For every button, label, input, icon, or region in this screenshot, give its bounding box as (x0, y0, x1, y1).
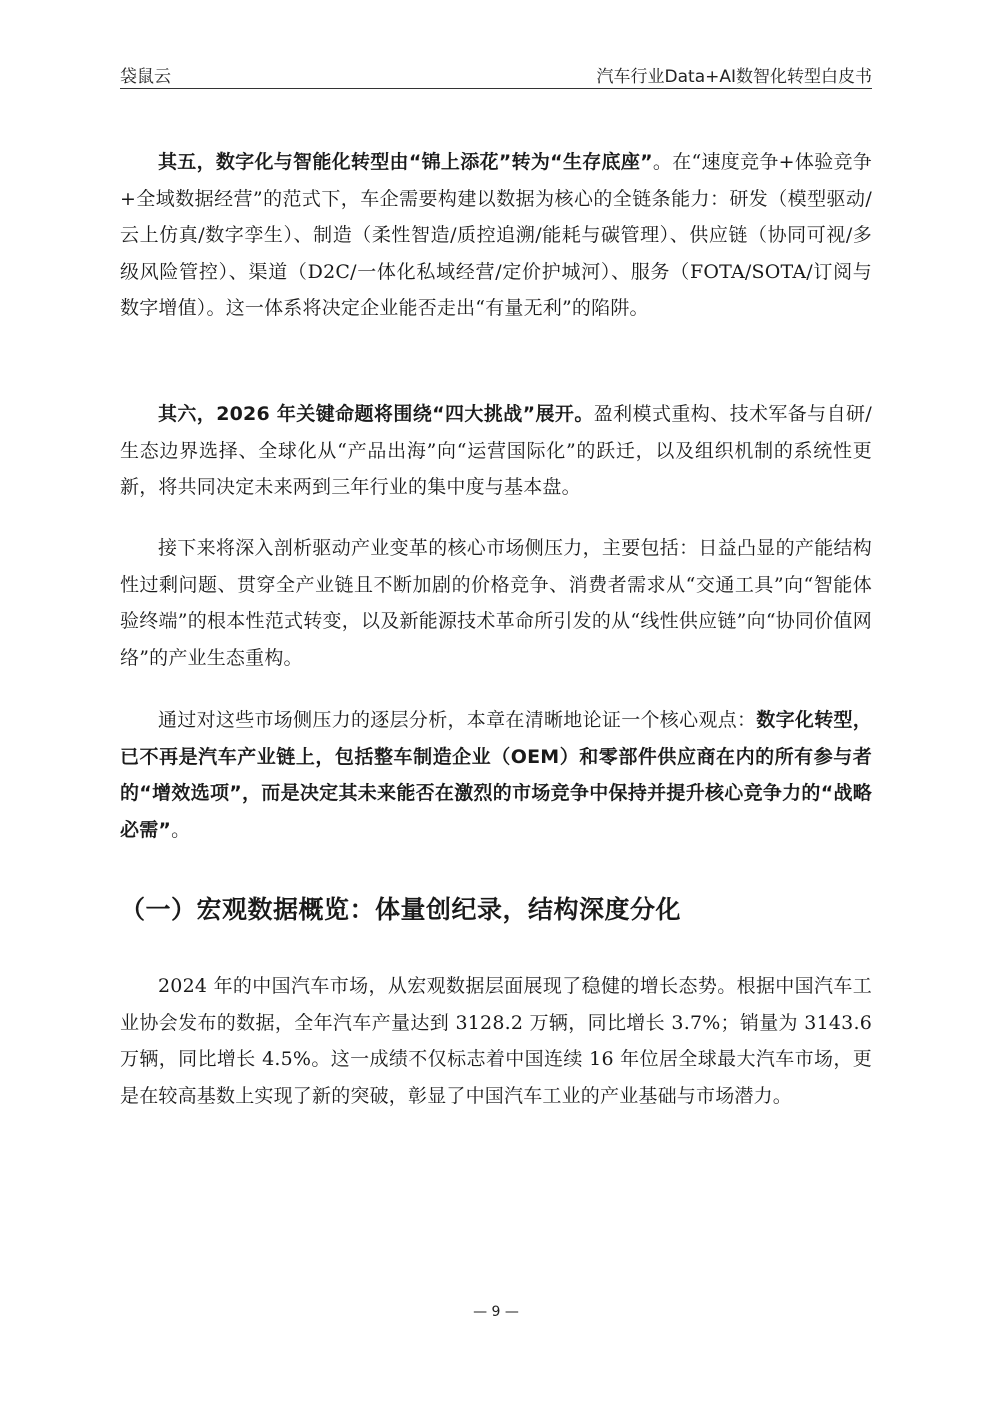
paragraph-body: 盈利模式重构、技术军备与自研/生态边界选择、全球化从“产品出海”向“运营国际化”的跃迁，以及组织机制的系统性更新，将共同决定未来两到三年行业的集中度与基本盘。 (120, 403, 872, 498)
paragraph-macro-data (120, 968, 872, 1114)
paragraph-fifth-point (120, 144, 872, 327)
paragraph-lead-bold: 其五，数字化与智能化转型由“锦上添花”转为“生存底座” (158, 151, 653, 173)
paragraph-body: 。在“速度竞争+体验竞争+全域数据经营”的范式下，车企需要构建以数据为核心的全链条能力：研发（模型驱动/云上仿真/数字孪生）、制造（柔性智造/质控追溯/能耗与碳管理）、供应链（协同可视/多级风险管控）、渠道（D2C/一体化私域经营/定价护城河）、服务（FOTA/SOTA/订阅与数字增值）。这一体系将决定企业能否走出“有量无利”的陷阱。 (120, 151, 872, 319)
page-number: — 9 — (473, 1304, 519, 1320)
section-heading: （一）宏观数据概览：体量创纪录，结构深度分化 (120, 895, 682, 924)
paragraph-body: 2024 年的中国汽车市场，从宏观数据层面展现了稳健的增长态势。根据中国汽车工业协会发布的数据，全年汽车产量达到 3128.2 万辆，同比增长 3.7%；销量为 3143.6 万辆，同比增长 4.5%。这一成绩不仅标志着中国连续 16 年位居全球最大汽车市场，更是在较高基数上实现了新的突破，彰显了中国汽车工业的产业基础与市场潜力。 (120, 975, 872, 1107)
paragraph-intro: 通过对这些市场侧压力的逐层分析，本章在清晰地论证一个核心观点： (158, 709, 757, 731)
paragraph-market-pressure (120, 530, 872, 676)
paragraph-core-bold: 数字化转型，已不再是汽车产业链上，包括整车制造企业（OEM）和零部件供应商在内的所有参与者的“增效选项”，而是决定其未来能否在激烈的市场竞争中保持并提升核心竞争力的“战略必需” (120, 709, 872, 841)
paragraph-core-viewpoint (120, 702, 872, 848)
header-brand: 袋鼠云 (120, 67, 171, 87)
paragraph-sixth-point (120, 396, 872, 506)
paragraph-body: 接下来将深入剖析驱动产业变革的核心市场侧压力，主要包括：日益凸显的产能结构性过剩问题、贯穿全产业链且不断加剧的价格竞争、消费者需求从“交通工具”向“智能体验终端”的根本性范式转变，以及新能源技术革命所引发的从“线性供应链”向“协同价值网络”的产业生态重构。 (120, 537, 872, 669)
paragraph-lead-bold: 其六，2026 年关键命题将围绕“四大挑战”展开。 (158, 403, 594, 425)
header-doc-title: 汽车行业Data+AI数智化转型白皮书 (596, 67, 872, 87)
page-header (120, 58, 872, 89)
paragraph-tail: 。 (171, 818, 191, 841)
